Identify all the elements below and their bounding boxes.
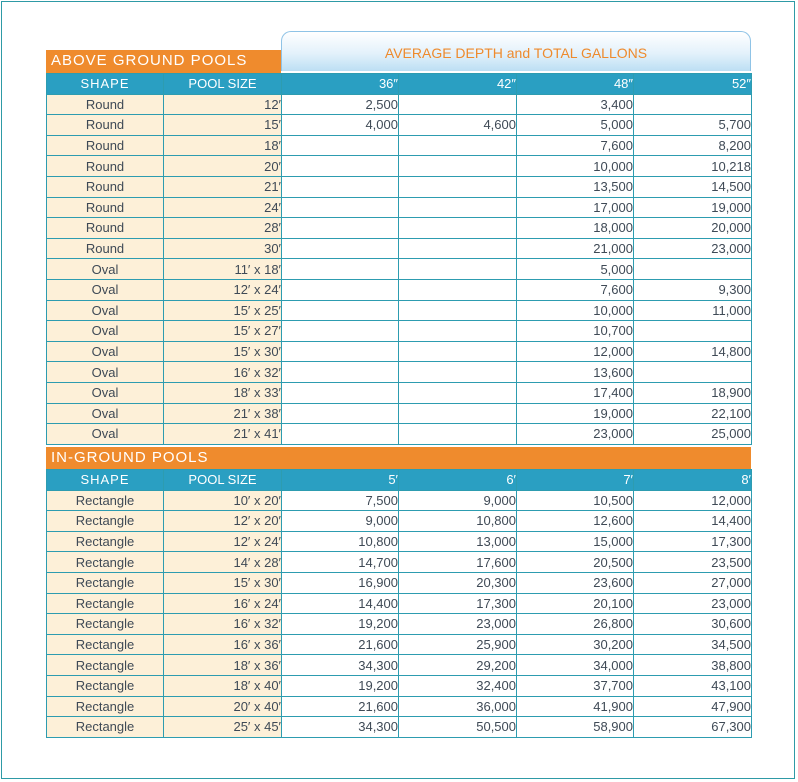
gallons-cell [634, 259, 752, 280]
shape-cell: Round [47, 197, 164, 218]
in-ground-column-header: 6′ [399, 470, 517, 491]
gallons-cell: 29,200 [399, 655, 517, 676]
gallons-cell [399, 135, 517, 156]
gallons-cell: 13,000 [399, 531, 517, 552]
above-ground-column-header: 36″ [282, 74, 399, 95]
above-ground-section-label: ABOVE GROUND POOLS [46, 50, 281, 73]
gallons-cell [282, 238, 399, 259]
gallons-cell: 36,000 [399, 696, 517, 717]
gallons-cell: 5,000 [517, 115, 634, 136]
gallons-cell: 34,000 [517, 655, 634, 676]
table-row [47, 675, 752, 696]
in-ground-section-label: IN-GROUND POOLS [46, 447, 751, 469]
gallons-cell [282, 218, 399, 239]
pool-size-cell: 20′ x 40′ [164, 696, 282, 717]
gallons-cell: 10,000 [517, 156, 634, 177]
table-row [47, 572, 752, 593]
pool-size-cell: 25′ x 45′ [164, 717, 282, 738]
pool-size-cell: 28′ [164, 218, 282, 239]
gallons-cell: 13,500 [517, 176, 634, 197]
shape-cell: Round [47, 238, 164, 259]
gallons-cell: 17,000 [517, 197, 634, 218]
gallons-cell [399, 362, 517, 383]
gallons-cell: 26,800 [517, 614, 634, 635]
gallons-cell: 7,600 [517, 279, 634, 300]
in-ground-table [46, 469, 752, 738]
gallons-cell [399, 238, 517, 259]
gallons-cell: 10,700 [517, 321, 634, 342]
gallons-cell: 14,700 [282, 552, 399, 573]
shape-cell: Round [47, 115, 164, 136]
gallons-cell [282, 382, 399, 403]
table-row [47, 115, 752, 136]
in-ground-column-header: 8′ [634, 470, 752, 491]
gallons-cell [282, 341, 399, 362]
gallons-cell: 47,900 [634, 696, 752, 717]
above-ground-column-header: 42″ [399, 74, 517, 95]
gallons-cell: 20,000 [634, 218, 752, 239]
pool-size-cell: 16′ x 36′ [164, 634, 282, 655]
pool-size-cell: 12′ [164, 94, 282, 115]
gallons-cell: 11,000 [634, 300, 752, 321]
above-ground-column-header: SHAPE [47, 74, 164, 95]
gallons-cell [399, 279, 517, 300]
gallons-cell [282, 362, 399, 383]
gallons-cell: 14,500 [634, 176, 752, 197]
shape-cell: Rectangle [47, 717, 164, 738]
in-ground-column-header: SHAPE [47, 470, 164, 491]
above-ground-table [46, 73, 752, 445]
pool-size-cell: 18′ x 33′ [164, 382, 282, 403]
shape-cell: Rectangle [47, 593, 164, 614]
pool-size-cell: 15′ x 30′ [164, 572, 282, 593]
shape-cell: Rectangle [47, 490, 164, 511]
gallons-cell [282, 176, 399, 197]
gallons-cell [282, 156, 399, 177]
gallons-cell: 21,600 [282, 634, 399, 655]
gallons-cell: 34,300 [282, 717, 399, 738]
pool-size-cell: 12′ x 24′ [164, 531, 282, 552]
gallons-cell: 19,000 [634, 197, 752, 218]
gallons-cell [399, 156, 517, 177]
gallons-cell: 23,000 [517, 424, 634, 445]
pool-size-cell: 24′ [164, 197, 282, 218]
gallons-cell: 19,000 [517, 403, 634, 424]
gallons-cell: 23,000 [399, 614, 517, 635]
pool-size-cell: 15′ x 25′ [164, 300, 282, 321]
in-ground-column-header: 7′ [517, 470, 634, 491]
shape-cell: Oval [47, 279, 164, 300]
pool-size-cell: 18′ x 36′ [164, 655, 282, 676]
shape-cell: Rectangle [47, 655, 164, 676]
shape-cell: Rectangle [47, 634, 164, 655]
in-ground-column-header: 5′ [282, 470, 399, 491]
depth-header-title: AVERAGE DEPTH and TOTAL GALLONS [384, 45, 648, 61]
gallons-cell: 10,800 [399, 511, 517, 532]
pool-size-cell: 11′ x 18′ [164, 259, 282, 280]
gallons-cell: 30,200 [517, 634, 634, 655]
shape-cell: Rectangle [47, 614, 164, 635]
gallons-cell [399, 341, 517, 362]
gallons-cell: 23,500 [634, 552, 752, 573]
table-row [47, 403, 752, 424]
gallons-cell: 10,218 [634, 156, 752, 177]
pool-size-cell: 16′ x 32′ [164, 614, 282, 635]
gallons-cell [634, 321, 752, 342]
table-row [47, 341, 752, 362]
gallons-cell: 9,000 [399, 490, 517, 511]
pool-size-cell: 15′ x 30′ [164, 341, 282, 362]
gallons-cell: 12,000 [634, 490, 752, 511]
gallons-cell: 17,300 [399, 593, 517, 614]
shape-cell: Oval [47, 321, 164, 342]
shape-cell: Rectangle [47, 511, 164, 532]
gallons-cell: 34,500 [634, 634, 752, 655]
gallons-cell: 10,000 [517, 300, 634, 321]
table-row [47, 176, 752, 197]
gallons-cell: 12,600 [517, 511, 634, 532]
gallons-cell: 10,800 [282, 531, 399, 552]
gallons-cell: 9,300 [634, 279, 752, 300]
pool-size-cell: 21′ [164, 176, 282, 197]
gallons-cell: 19,200 [282, 675, 399, 696]
gallons-cell: 17,400 [517, 382, 634, 403]
gallons-cell: 7,500 [282, 490, 399, 511]
gallons-cell: 23,600 [517, 572, 634, 593]
above-ground-column-header: 48″ [517, 74, 634, 95]
gallons-cell [282, 403, 399, 424]
gallons-cell: 20,300 [399, 572, 517, 593]
pool-size-cell: 10′ x 20′ [164, 490, 282, 511]
gallons-cell [399, 197, 517, 218]
gallons-cell: 22,100 [634, 403, 752, 424]
shape-cell: Rectangle [47, 696, 164, 717]
gallons-cell: 14,400 [282, 593, 399, 614]
gallons-cell: 2,500 [282, 94, 399, 115]
table-row [47, 490, 752, 511]
pool-size-cell: 18′ [164, 135, 282, 156]
gallons-cell: 21,000 [517, 238, 634, 259]
table-row [47, 94, 752, 115]
shape-cell: Oval [47, 424, 164, 445]
gallons-cell: 3,400 [517, 94, 634, 115]
gallons-cell: 20,500 [517, 552, 634, 573]
gallons-cell: 19,200 [282, 614, 399, 635]
table-row [47, 362, 752, 383]
table-row [47, 552, 752, 573]
table-row [47, 717, 752, 738]
shape-cell: Round [47, 156, 164, 177]
shape-cell: Round [47, 94, 164, 115]
gallons-cell [399, 403, 517, 424]
table-row [47, 634, 752, 655]
gallons-cell: 9,000 [282, 511, 399, 532]
gallons-cell: 14,400 [634, 511, 752, 532]
gallons-cell: 15,000 [517, 531, 634, 552]
gallons-cell: 25,900 [399, 634, 517, 655]
above-ground-column-header: 52″ [634, 74, 752, 95]
gallons-cell: 30,600 [634, 614, 752, 635]
table-row [47, 382, 752, 403]
pool-size-cell: 14′ x 28′ [164, 552, 282, 573]
gallons-cell: 18,000 [517, 218, 634, 239]
table-row [47, 655, 752, 676]
gallons-cell: 41,900 [517, 696, 634, 717]
shape-cell: Rectangle [47, 675, 164, 696]
shape-cell: Rectangle [47, 572, 164, 593]
table-row [47, 279, 752, 300]
gallons-cell: 12,000 [517, 341, 634, 362]
gallons-cell: 25,000 [634, 424, 752, 445]
pool-size-cell: 18′ x 40′ [164, 675, 282, 696]
gallons-cell [399, 382, 517, 403]
table-row [47, 259, 752, 280]
table-row [47, 156, 752, 177]
gallons-cell: 14,800 [634, 341, 752, 362]
pool-size-cell: 15′ [164, 115, 282, 136]
pool-size-cell: 20′ [164, 156, 282, 177]
gallons-cell [282, 259, 399, 280]
table-row [47, 135, 752, 156]
gallons-cell: 4,000 [282, 115, 399, 136]
gallons-cell: 37,700 [517, 675, 634, 696]
gallons-cell [282, 424, 399, 445]
table-row [47, 238, 752, 259]
pool-size-cell: 16′ x 24′ [164, 593, 282, 614]
gallons-cell [399, 424, 517, 445]
table-row [47, 511, 752, 532]
table-row [47, 614, 752, 635]
in-ground-column-header: POOL SIZE [164, 470, 282, 491]
gallons-cell: 7,600 [517, 135, 634, 156]
gallons-cell [282, 279, 399, 300]
pool-size-cell: 15′ x 27′ [164, 321, 282, 342]
gallons-cell: 34,300 [282, 655, 399, 676]
gallons-cell: 20,100 [517, 593, 634, 614]
gallons-cell [634, 94, 752, 115]
gallons-cell: 5,000 [517, 259, 634, 280]
gallons-cell: 10,500 [517, 490, 634, 511]
gallons-cell: 17,600 [399, 552, 517, 573]
pool-size-cell: 12′ x 24′ [164, 279, 282, 300]
gallons-cell [282, 135, 399, 156]
gallons-cell: 67,300 [634, 717, 752, 738]
table-row [47, 593, 752, 614]
gallons-cell: 18,900 [634, 382, 752, 403]
table-row [47, 218, 752, 239]
pool-size-cell: 21′ x 41′ [164, 424, 282, 445]
gallons-cell: 4,600 [399, 115, 517, 136]
gallons-cell: 13,600 [517, 362, 634, 383]
gallons-cell: 8,200 [634, 135, 752, 156]
shape-cell: Oval [47, 259, 164, 280]
shape-cell: Oval [47, 300, 164, 321]
gallons-cell: 17,300 [634, 531, 752, 552]
gallons-cell [282, 321, 399, 342]
gallons-cell: 23,000 [634, 593, 752, 614]
table-row [47, 321, 752, 342]
shape-cell: Oval [47, 403, 164, 424]
shape-cell: Round [47, 176, 164, 197]
in-ground-header-row [47, 470, 752, 491]
shape-cell: Oval [47, 362, 164, 383]
gallons-cell [399, 321, 517, 342]
above-ground-column-header: POOL SIZE [164, 74, 282, 95]
shape-cell: Rectangle [47, 531, 164, 552]
gallons-cell: 38,800 [634, 655, 752, 676]
pool-size-cell: 21′ x 38′ [164, 403, 282, 424]
pool-size-cell: 30′ [164, 238, 282, 259]
gallons-cell [399, 300, 517, 321]
shape-cell: Rectangle [47, 552, 164, 573]
gallons-cell [634, 362, 752, 383]
gallons-cell: 58,900 [517, 717, 634, 738]
pool-size-cell: 16′ x 32′ [164, 362, 282, 383]
gallons-cell [399, 218, 517, 239]
gallons-cell [282, 300, 399, 321]
shape-cell: Round [47, 135, 164, 156]
gallons-cell: 5,700 [634, 115, 752, 136]
gallons-cell: 16,900 [282, 572, 399, 593]
gallons-cell [399, 176, 517, 197]
shape-cell: Oval [47, 341, 164, 362]
gallons-cell: 32,400 [399, 675, 517, 696]
table-row [47, 424, 752, 445]
table-row [47, 197, 752, 218]
gallons-cell [399, 259, 517, 280]
table-row [47, 300, 752, 321]
shape-cell: Round [47, 218, 164, 239]
gallons-cell: 21,600 [282, 696, 399, 717]
gallons-cell: 27,000 [634, 572, 752, 593]
depth-header-tab [281, 31, 751, 71]
gallons-cell [282, 197, 399, 218]
gallons-cell: 23,000 [634, 238, 752, 259]
gallons-cell: 43,100 [634, 675, 752, 696]
pool-size-cell: 12′ x 20′ [164, 511, 282, 532]
table-row [47, 696, 752, 717]
gallons-cell [399, 94, 517, 115]
shape-cell: Oval [47, 382, 164, 403]
gallons-cell: 50,500 [399, 717, 517, 738]
above-ground-header-row [47, 74, 752, 95]
table-row [47, 531, 752, 552]
